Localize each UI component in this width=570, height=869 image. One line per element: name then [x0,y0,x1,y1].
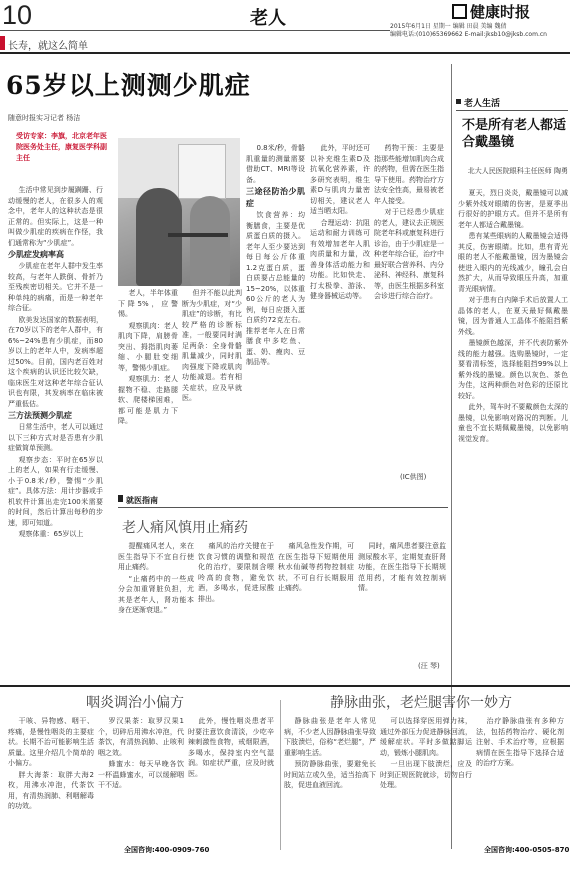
varicose-col2 [380,716,472,854]
photo-figure-man [190,196,230,286]
subheading: 三途径防治少肌症 [246,187,305,208]
main-article-title: 65岁以上测测少肌症 [6,71,251,100]
varicose-title: 静脉曲张，老烂腿害你一妙方 [330,695,512,711]
paragraph: 患有某些眼病的人戴墨镜会适得其反，伤害眼睛。比如，患有青光眼的老人不能戴墨镜，因为墨镜会使进入眼内的光线减少，瞳孔会自然扩大，从而导致眼压升高，加重青光眼病情。 [458,232,568,293]
paragraph: 痛风的治疗关键在于饮食习惯的调整和规范化的治疗，要限制含嘌呤高的食物，避免饮酒，多喝水，促进尿酸排出。 [198,542,274,603]
paragraph: 同时，痛风患者要注意监测尿酸水平，定期复查肝肾功能，在医生指导下长期规范用药，才能有效控制病情。 [358,542,446,592]
paragraph: 0.8米/秒，骨骼肌重量的测量需要借助CT、MRI等设备。 [246,144,305,184]
paragraph: 日常生活中，老人可以通过以下三种方式对是否患有少肌症做简单预测。 [8,423,103,452]
square-bullet-icon [118,495,123,502]
gout-title: 老人痛风慎用止痛药 [122,520,248,536]
article-photo [118,138,240,286]
logo-mark-icon [452,4,467,19]
bottom-divider [280,700,281,850]
photo-credit: (IC供图) [400,473,427,481]
paragraph: 此外，慢性咽炎患者平时要注意饮食清淡，少吃辛辣刺激性食物，戒烟限酒，多喝水，保持室内空气湿润。如症状严重，应及时就医。 [188,717,274,778]
varicose-col1 [284,716,376,854]
paragraph: 生活中常见到步履蹒跚、行动缓慢的老人，在很多人的观念中，老年人的这种状态是很正常的。但实际上，这是一种叫做少肌症的疾病在作怪，我们通常称为“少肌症”。 [8,186,103,247]
gout-col3 [278,541,354,676]
paragraph: 观察肌力：老人握物不稳、走路腿软、爬楼梯困难，都可能是肌力下降。 [118,375,178,425]
sidebar-tag: 老人生活 [464,99,501,109]
paragraph: 欧美发达国家的数据表明，在70岁以下的老年人群中，有6%~24%患有少肌症，而80岁以上的老年人中，发病率超过50%。目前，国内老百姓对这个疾病的认识还比较欠缺，临床医生对这种老年综合征认识也有限，其发病率在临床被严重低估。 [8,315,103,408]
pharyngitis-col1 [8,716,94,854]
paragraph: “止痛药中的一些成分会加重肾脏负担，尤其是老年人，肾功能本身在逐渐衰退。” [118,574,194,614]
main-article-col5 [310,143,370,480]
paragraph: 静脉曲张是老年人常见病，不少老人因静脉曲张导致下肢溃烂，俗称“老烂腿”，严重影响生活。 [284,717,376,757]
paragraph: 蜂蜜水：每天早晚各饮一杯温蜂蜜水，可以缓解咽干不适。 [98,760,184,789]
slogan: 长寿，就这么简单 [8,41,88,52]
paragraph: 罗汉果茶：取罗汉果1个，切碎后用沸水冲泡，代茶饮，有清热润肺、止咳利咽之效。 [98,717,184,757]
pharyngitis-col2 [98,716,184,854]
section-title: 老人 [250,8,286,29]
paragraph: 夏天，烈日炎炎，戴墨镜可以减少紫外线对眼睛的伤害，是夏季出行很好的护眼方式。但并不是所有老年人都适合戴墨镜。 [458,189,568,229]
main-article-col2 [118,288,178,478]
main-article-col6 [374,143,444,463]
paragraph: 少肌症在老年人群中发生率较高，与老年人跌倒、骨折乃至残疾密切相关。它并不是一种单纯的病痛，而是一种老年综合征。 [8,262,103,312]
subheading: 少肌症发病率高 [8,250,64,259]
main-article-col3 [182,288,242,478]
date-line: 2015年6月1日 星期一 编辑 田晨 美编 魏倩 [390,23,507,30]
hotline-right: 全国咨询:400-0505-870 [484,846,570,854]
paragraph: 此外，平时还可以补充维生素D及抗氧化营养素，许多研究表明，维生素D与肌肉力量密切相关，建议老人适当晒太阳。 [310,144,370,215]
varicose-col3 [476,716,564,854]
paragraph: 一旦出现下肢溃烂，应及时到正规医院就诊，切勿自行处理。 [380,760,472,789]
slogan-rule [0,52,570,54]
square-bullet-icon [456,99,461,104]
pharyngitis-col3 [188,716,274,854]
paragraph: 痛风急性发作期，可在医生指导下短期使用秋水仙碱等药物控制症状，不可自行长期服用止痛药。 [278,542,354,592]
photo-figure-woman [136,188,182,286]
paragraph: 观察肌肉：老人肌肉下降，肩膀骨突出、拇指肌肉萎缩、小腿肚变细等，警惕少肌症。 [118,321,178,372]
paragraph: 可以选择穿医用弹力袜，通过外部压力促进静脉回流，缓解症状。平时多做踮脚运动，锻炼小腿肌肉。 [380,717,472,757]
paragraph: 对于患有白内障手术后放置人工晶体的老人，在夏天最好佩戴墨镜，因为普通人工晶体不能阻挡紫外线。 [458,296,568,336]
gout-tag: 就医指南 [126,496,158,505]
paragraph: 预防静脉曲张，要避免长时间站立或久坐，适当抬高下肢，促进血液回流。 [284,760,376,789]
paragraph: 胖大海茶：取胖大海2枚，用沸水冲泡，代茶饮用，有清热润肺、利咽解毒的功效。 [8,770,94,810]
paragraph: 合理运动：抗阻运动和耐力训练可有效增加老年人肌肉质量和力量，改善身体活动能力和功能。比如快走、打太极拳、游泳、健身器械运动等。 [310,218,370,300]
paragraph: 观察步态：平时在65岁以上的老人，如果有行走缓慢、小于0.8米/秒，警惕“少肌症”。具体方法：用计步器或手机软件计算出走完100米需要的时间，然后计算出每秒的步速，即可知道。 [8,455,103,527]
main-article-byline: 随意时报实习记者 杨洁 [8,114,81,122]
pharyngitis-title: 咽炎调治小偏方 [86,695,184,711]
main-article-expert: 受访专家：李旗，北京老年医院医务处主任，康复医学科副主任 [16,132,107,162]
paragraph: 但并不能以此判断为少肌症，对“少肌症”的诊断，有比较严格的诊断标准，一般要同时满足两条：全身骨骼肌量减少，同时肌肉强度下降或肌肉功能减退。若有相关症状，应及早就医。 [182,289,242,402]
sidebar-author: 北大人民医院眼科主任医师 陶勇 [467,167,568,175]
subheading: 三方法预测少肌症 [8,411,72,420]
gout-signature: (汪 琴) [418,662,440,670]
photo-exercise-bar [168,233,228,237]
page-number: 10 [2,0,33,30]
paragraph: 治疗静脉曲张有多种方法，包括药物治疗、硬化剂注射、手术治疗等，应根据病情在医生指导下选择合适的治疗方案。 [476,717,564,767]
paragraph: 此外，驾车时不要戴颜色太深的墨镜，以免影响对路况的判断。儿童也不宜长期佩戴墨镜，以免影响视觉发育。 [458,403,568,443]
gout-col1 [118,541,194,676]
photo-mirror [178,144,226,199]
slogan-accent [0,36,5,50]
paragraph: 提醒痛风老人，来在医生指导下不宜自行使用止痛药。 [118,542,194,571]
paragraph: 对于已经患少肌症的老人，建议去正规医院老年科或康复科进行诊治，由于少肌症是一种老年综合征，治疗中最好联合营养科、内分泌科、神经科、康复科等，由医生根据多科室会诊进行综合治疗。 [374,208,444,300]
bottom-rule [0,685,570,687]
paragraph: 墨镜颜色越深，并不代表防紫外线的能力越强。选购墨镜时，一定要看清标签，选择能阻挡99%以上紫外线的墨镜。颜色以灰色、茶色为佳，这两种颜色对色彩的还原比较好。 [458,339,568,400]
paragraph: 老人，半年体重下降5%，应警惕。 [118,289,178,318]
sidebar-rule [456,110,568,111]
gout-col2 [198,541,274,676]
editor-line: 编辑电话:(010)65369662 E-mail:jksb10@jksb.com.cn [390,31,547,38]
hotline-left: 全国咨询:400-0909-760 [124,846,210,854]
newspaper-logo [452,1,530,22]
main-article-col4 [246,143,305,480]
gout-col4 [358,541,446,676]
header-rule [0,30,390,31]
paragraph: 饮食营养：均衡膳食，主要是优质蛋白质的摄入。老年人至少要达到每日每公斤体重1.2克蛋白质，蛋白质要占总能量的15~20%，以体重60公斤的老人为例，每日应摄入蛋白质约72克左右。推荐老年人在日常膳食中多吃鱼、蛋、奶、瘦肉、豆制品等。 [246,211,305,366]
gout-rule [118,507,448,508]
logo-text: 健康时报 [470,3,531,21]
paragraph: 干咳、异物感、咽干、疼痛，是慢性咽炎的主要症状。长期不治可能影响生活质量。这里介绍几个简单的小偏方。 [8,717,94,767]
sidebar-title: 不是所有老人都适合戴墨镜 [462,118,567,150]
paragraph: 药物干预：主要是指那些能增加肌肉合成的药物，但需在医生指导下使用。药物治疗方法安全性高，最易被老年人接受。 [374,144,444,205]
paragraph: 观察体重：65岁以上 [18,530,84,538]
